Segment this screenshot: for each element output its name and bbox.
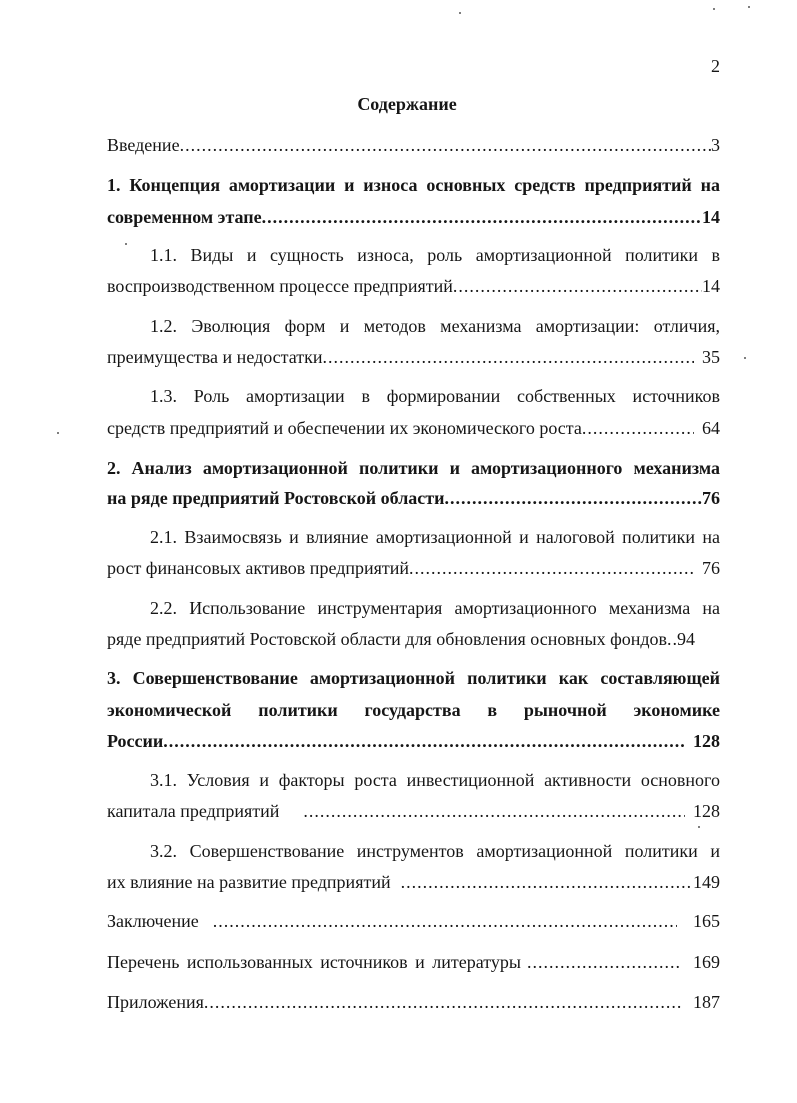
dot-leader — [213, 909, 677, 933]
toc-section-1-2-line1: 1.2. Эволюция форм и методов механизма амортизации: отличия, — [150, 316, 720, 336]
toc-section-3-1-line1: 3.1. Условия и факторы роста инвестиционной активности основного — [150, 770, 720, 790]
dot-leader — [180, 133, 711, 157]
toc-label: ряде предприятий Ростовской области для обновления основных фондов — [107, 629, 668, 649]
toc-chapter-2 — [107, 486, 720, 510]
toc-page: 14 — [702, 207, 720, 227]
toc-page: 76 — [702, 488, 720, 508]
toc-entry-appendix — [107, 990, 720, 1014]
toc-section-2-2-line1: 2.2. Использование инструментария амортизационного механизма на — [150, 598, 720, 618]
toc-section-2-1 — [107, 556, 720, 580]
dot-leader — [163, 729, 685, 753]
toc-section-2-2 — [107, 627, 720, 651]
toc-page: 3 — [711, 135, 720, 155]
dot-leader — [445, 486, 702, 510]
toc-section-1-1 — [107, 274, 720, 298]
toc-label: их влияние на развитие предприятий — [107, 872, 391, 892]
toc-section-1-2 — [107, 345, 720, 369]
toc-chapter-3-line1: 3. Совершенствование амортизационной политики как составляющей — [107, 668, 720, 688]
toc-label: Введение — [107, 135, 180, 155]
dot-leader — [409, 556, 694, 580]
toc-label: на ряде предприятий Ростовской области — [107, 488, 445, 508]
dot-leader — [401, 870, 693, 894]
dot-leader — [204, 990, 683, 1014]
toc-label: воспроизводственном процессе предприятий — [107, 276, 453, 296]
toc-label: Перечень использованных источников и литературы — [107, 952, 522, 972]
scan-speck — [698, 826, 700, 828]
toc-chapter-2-line1: 2. Анализ амортизационной политики и амортизационного механизма — [107, 458, 720, 478]
page-number: 2 — [711, 56, 720, 76]
dot-leader — [527, 950, 679, 974]
dot-leader — [303, 799, 685, 823]
toc-section-2-1-line1: 2.1. Взаимосвязь и влияние амортизационной и налоговой политики на — [150, 527, 720, 547]
toc-section-1-3-line1: 1.3. Роль амортизации в формировании собственных источников — [150, 386, 720, 406]
toc-entry-conclusion — [107, 909, 720, 933]
scan-speck — [744, 357, 746, 359]
toc-chapter-3 — [107, 729, 720, 753]
toc-page: 187 — [693, 992, 720, 1012]
toc-section-3-2-line1: 3.2. Совершенствование инструментов амортизационной политики и — [150, 841, 720, 861]
scan-speck — [125, 243, 127, 245]
toc-page: 128 — [693, 731, 720, 751]
toc-entry-sources — [107, 950, 720, 974]
toc-page: 76 — [702, 558, 720, 578]
dot-leader — [262, 205, 702, 229]
scan-speck — [748, 6, 750, 8]
toc-chapter-1 — [107, 205, 720, 229]
toc-chapter-1-line1: 1. Концепция амортизации и износа основных средств предприятий на — [107, 175, 720, 195]
toc-section-3-2 — [107, 870, 720, 894]
toc-label: капитала предприятий — [107, 801, 280, 821]
scan-speck — [713, 8, 715, 10]
toc-page: 64 — [702, 418, 720, 438]
scan-speck — [459, 12, 461, 14]
toc-page: 128 — [693, 801, 720, 821]
toc-label: Приложения — [107, 992, 204, 1012]
dot-leader — [667, 627, 677, 651]
toc-page: 149 — [693, 872, 720, 892]
toc-label: России — [107, 731, 164, 751]
toc-label: средств предприятий и обеспечении их экономического роста — [107, 418, 582, 438]
toc-page: 14 — [702, 276, 720, 296]
toc-page: 165 — [693, 911, 720, 931]
dot-leader — [453, 274, 702, 298]
dot-leader — [582, 416, 694, 440]
toc-label: преимущества и недостатки — [107, 347, 323, 367]
toc-page: 35 — [702, 347, 720, 367]
dot-leader — [323, 345, 694, 369]
toc-section-1-1-line1: 1.1. Виды и сущность износа, роль амортизационной политики в — [150, 245, 720, 265]
toc-label: рост финансовых активов предприятий — [107, 558, 410, 578]
toc-page: 94 — [677, 629, 696, 649]
scan-speck — [57, 432, 59, 434]
toc-section-3-1 — [107, 799, 720, 823]
toc-page: 169 — [693, 952, 720, 972]
page-title: Содержание — [357, 94, 457, 114]
toc-chapter-3-line2: экономической политики государства в рыночной экономике — [107, 700, 720, 720]
toc-label: Заключение — [107, 911, 199, 931]
toc-label: современном этапе — [107, 207, 262, 227]
toc-entry-intro — [107, 133, 720, 157]
toc-section-1-3 — [107, 416, 720, 440]
